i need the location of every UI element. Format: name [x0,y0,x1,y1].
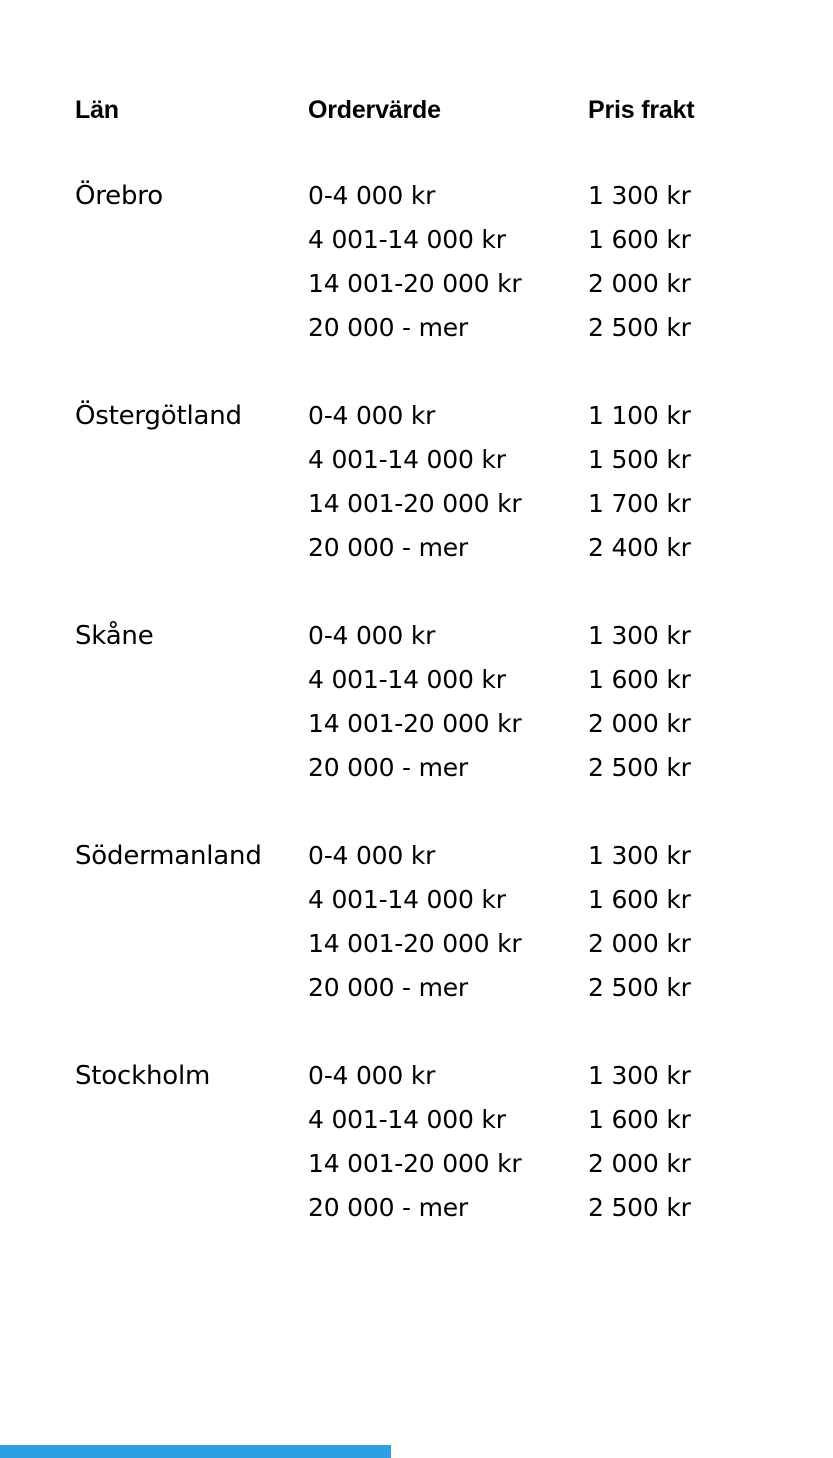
table-row [75,658,813,702]
order-value-cell: 14 001-20 000 kr [308,929,522,958]
region-section [75,614,813,790]
shipping-price-cell: 1 600 kr [588,885,691,914]
region-section [75,394,813,570]
order-value-cell: 20 000 - mer [308,313,469,342]
region-section [75,174,813,350]
shipping-price-cell: 1 700 kr [588,489,691,518]
table-row [75,174,813,218]
table-row [75,1054,813,1098]
column-header-pris-frakt: Pris frakt [588,96,695,124]
order-value-cell: 4 001-14 000 kr [308,445,506,474]
region-name-label: Östergötland [75,401,242,431]
table-row [75,262,813,306]
table-header-row [75,88,813,134]
table-row [75,306,813,350]
order-value-cell: 4 001-14 000 kr [308,885,506,914]
shipping-price-cell: 2 500 kr [588,973,691,1002]
table-row [75,482,813,526]
order-value-cell: 0-4 000 kr [308,401,436,430]
order-value-cell: 4 001-14 000 kr [308,1105,506,1134]
order-value-cell: 14 001-20 000 kr [308,709,522,738]
region-name-label: Skåne [75,621,154,651]
table-row [75,702,813,746]
shipping-price-cell: 1 600 kr [588,225,691,254]
shipping-price-cell: 1 100 kr [588,401,691,430]
column-header-lan: Län [75,96,119,124]
table-row [75,614,813,658]
order-value-cell: 4 001-14 000 kr [308,225,506,254]
order-value-cell: 20 000 - mer [308,533,469,562]
order-value-cell: 20 000 - mer [308,753,469,782]
region-name-label: Södermanland [75,841,262,871]
shipping-price-cell: 2 000 kr [588,709,691,738]
order-value-cell: 0-4 000 kr [308,621,436,650]
column-header-ordervarde: Ordervärde [308,96,441,124]
shipping-price-cell: 2 500 kr [588,753,691,782]
order-value-cell: 0-4 000 kr [308,181,436,210]
shipping-price-cell: 2 400 kr [588,533,691,562]
shipping-price-cell: 1 600 kr [588,665,691,694]
table-row [75,526,813,570]
table-row [75,438,813,482]
region-section [75,1054,813,1230]
table-row [75,394,813,438]
table-row [75,878,813,922]
table-row [75,1186,813,1230]
shipping-price-cell: 2 000 kr [588,1149,691,1178]
shipping-price-cell: 1 300 kr [588,621,691,650]
bottom-accent-bar [0,1445,391,1458]
region-section [75,834,813,1010]
region-name-label: Stockholm [75,1061,211,1091]
table-row [75,966,813,1010]
table-row [75,922,813,966]
shipping-price-cell: 2 500 kr [588,313,691,342]
table-row [75,218,813,262]
table-body [75,174,813,1230]
order-value-cell: 0-4 000 kr [308,1061,436,1090]
table-row [75,1098,813,1142]
shipping-price-cell: 2 000 kr [588,929,691,958]
shipping-price-cell: 1 300 kr [588,841,691,870]
shipping-price-cell: 2 500 kr [588,1193,691,1222]
shipping-price-cell: 1 600 kr [588,1105,691,1134]
shipping-price-cell: 2 000 kr [588,269,691,298]
shipping-price-cell: 1 500 kr [588,445,691,474]
shipping-price-cell: 1 300 kr [588,181,691,210]
region-name-label: Örebro [75,181,163,211]
order-value-cell: 4 001-14 000 kr [308,665,506,694]
order-value-cell: 14 001-20 000 kr [308,489,522,518]
table-row [75,746,813,790]
order-value-cell: 14 001-20 000 kr [308,269,522,298]
shipping-rates-table [75,88,813,1274]
table-row [75,834,813,878]
order-value-cell: 14 001-20 000 kr [308,1149,522,1178]
table-row [75,1142,813,1186]
shipping-price-cell: 1 300 kr [588,1061,691,1090]
order-value-cell: 20 000 - mer [308,1193,469,1222]
order-value-cell: 20 000 - mer [308,973,469,1002]
order-value-cell: 0-4 000 kr [308,841,436,870]
